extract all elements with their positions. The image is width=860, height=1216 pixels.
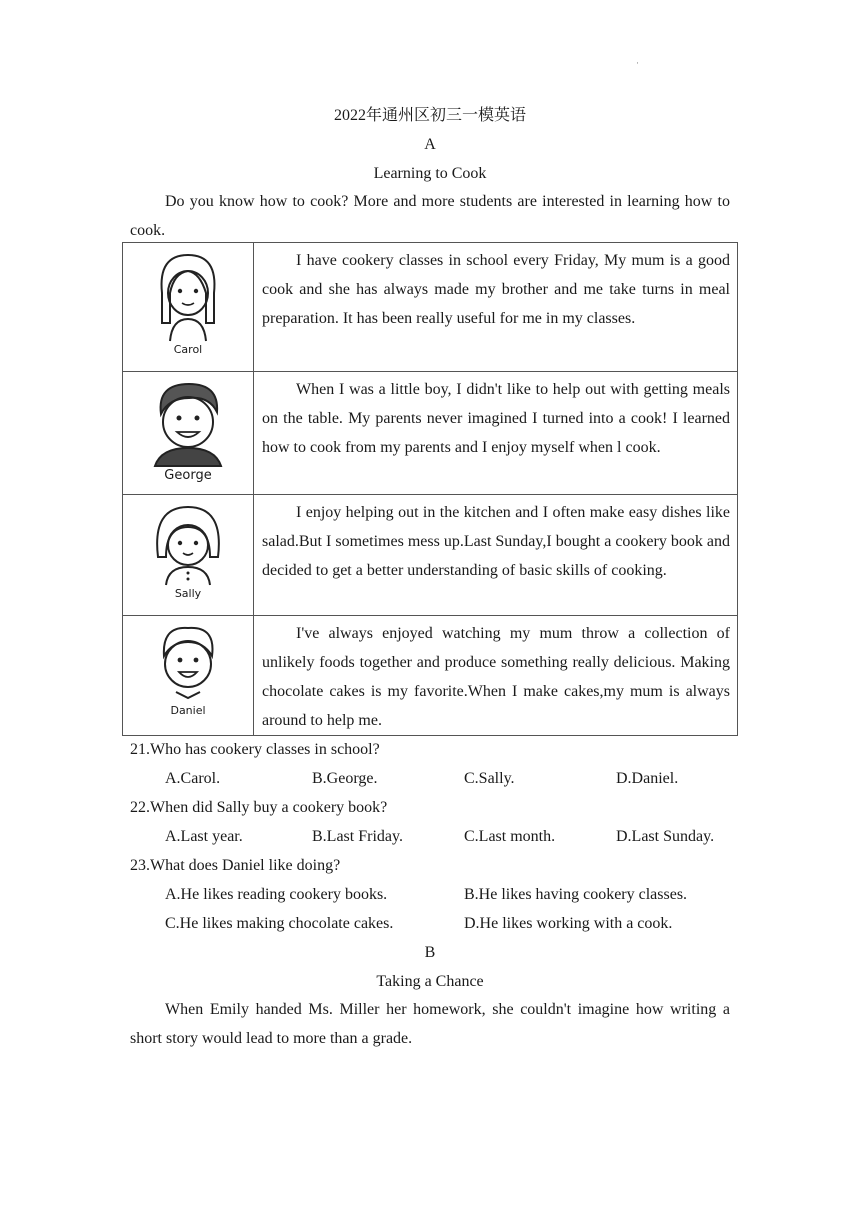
header-dot: · <box>636 58 639 68</box>
portrait-name: Sally <box>174 587 202 600</box>
q22-option-b: B.Last Friday. <box>312 828 403 845</box>
portrait-name: George <box>164 468 212 483</box>
statement-cell <box>254 372 738 495</box>
section-b-intro: When Emily handed Ms. Miller her homework, she couldn't imagine how writing a short story would lead to more than a grade. <box>130 1001 730 1047</box>
q23-option-d: D.He likes working with a cook. <box>464 915 673 932</box>
portrait-name: Daniel <box>170 704 206 717</box>
daniel-statement: I've always enjoyed watching my mum throw a collection of unlikely foods together and produce something really delicious. Making chocolate cakes is my favorite.When I make cakes,my mum is always around to help me. <box>262 625 730 729</box>
sally-statement: I enjoy helping out in the kitchen and I often make easy dishes like salad.But I sometimes mess up.Last Sunday,I bought a cookery book and decided to get a better understanding of basic skills of cooking. <box>262 504 730 579</box>
question-23: 23.What does Daniel like doing? <box>130 857 341 874</box>
table-row <box>123 243 738 372</box>
q23-option-a: A.He likes reading cookery books. <box>165 886 388 903</box>
carol-statement: I have cookery classes in school every Friday, My mum is a good cook and she has always made my brother and me take turns in meal preparation. It has been really useful for me in my classes. <box>262 252 730 327</box>
statement-cell <box>254 495 738 616</box>
table-row <box>123 372 738 495</box>
question-21: 21.Who has cookery classes in school? <box>130 741 380 758</box>
portrait-cell <box>123 495 254 616</box>
q21-option-d: D.Daniel. <box>616 770 679 787</box>
section-a-intro: Do you know how to cook? More and more students are interested in learning how to cook. <box>130 193 730 239</box>
section-b-heading: Taking a Chance <box>376 973 484 990</box>
people-table <box>122 242 738 736</box>
portrait-cell <box>123 616 254 736</box>
table-row <box>123 616 738 736</box>
section-b-letter: B <box>424 944 436 961</box>
q23-option-c: C.He likes making chocolate cakes. <box>165 915 394 932</box>
carol-portrait-image <box>150 249 226 343</box>
portrait-cell <box>123 243 254 372</box>
exam-title: 2022年通州区初三一模英语 <box>333 107 526 124</box>
q22-option-d: D.Last Sunday. <box>616 828 715 845</box>
q22-option-c: C.Last month. <box>464 828 556 845</box>
portrait-name: Carol <box>173 343 203 356</box>
q23-option-b: B.He likes having cookery classes. <box>464 886 688 903</box>
daniel-portrait-image <box>150 622 226 704</box>
section-a-letter: A <box>424 136 436 153</box>
portrait-cell <box>123 372 254 495</box>
q22-option-a: A.Last year. <box>165 828 243 845</box>
q21-option-a: A.Carol. <box>165 770 221 787</box>
statement-cell <box>254 243 738 372</box>
george-portrait-image <box>147 378 229 468</box>
george-statement: When I was a little boy, I didn't like to help out with getting meals on the table. My parents never imagined I turned into a cook! I learned how to cook from my parents and I enjoy myself when l cook. <box>262 381 730 456</box>
sally-portrait-image <box>150 501 226 587</box>
statement-cell <box>254 616 738 736</box>
section-a-heading: Learning to Cook <box>373 165 487 182</box>
table-row <box>123 495 738 616</box>
q21-option-c: C.Sally. <box>464 770 515 787</box>
question-22: 22.When did Sally buy a cookery book? <box>130 799 388 816</box>
q21-option-b: B.George. <box>312 770 378 787</box>
